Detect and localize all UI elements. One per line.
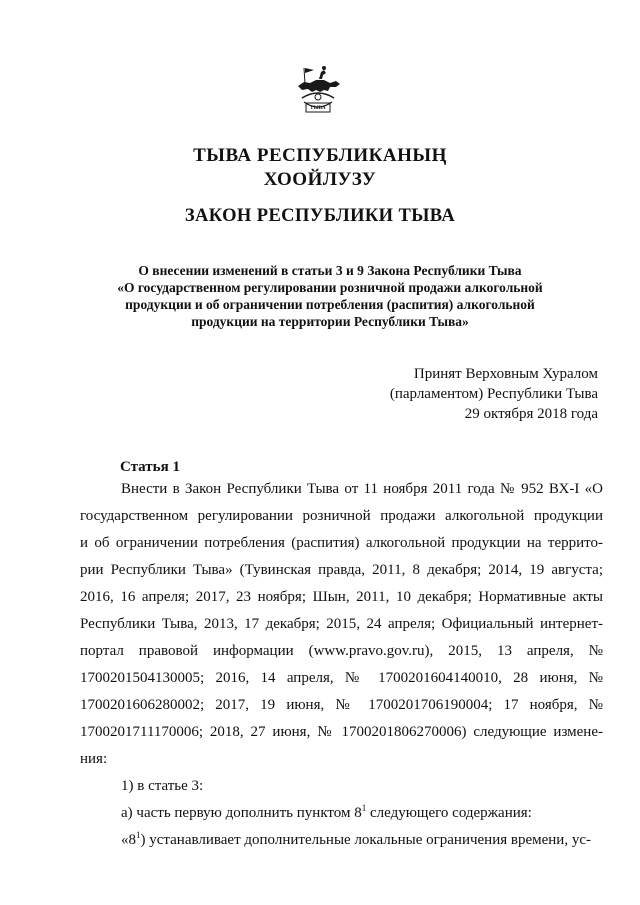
paragraph-line: и об ограничении потребления (распития) алкогольной продукции на террито- xyxy=(80,535,603,551)
quote-text-end: ) устанавливает дополнительные локальные ограничения времени, ус- xyxy=(140,832,591,848)
paragraph-line: ния: xyxy=(80,751,108,767)
article-body xyxy=(80,476,603,854)
item-1: 1) в статье 3: xyxy=(121,778,204,794)
tuva-coat-of-arms-icon xyxy=(290,60,346,122)
paragraph-line: Республики Тыва, 2013, 17 декабря; 2015, 24 апреля; Официальный интернет- xyxy=(80,616,603,632)
coat-of-arms xyxy=(290,60,346,122)
quote-text: «8 xyxy=(121,832,136,848)
quote-superscript: 1 xyxy=(136,830,141,840)
paragraph-line: 2016, 16 апреля; 2017, 23 ноября; Шын, 2011, 10 декабря; Нормативные акты xyxy=(80,589,603,605)
law-subtitle xyxy=(80,262,580,330)
item-a-superscript: 1 xyxy=(361,803,367,813)
emblem-ribbon-text: ТЫВА xyxy=(310,106,326,111)
paragraph-line: 1700201711170006; 2018, 27 июня, № 1700201806270006) следующие измене- xyxy=(80,724,603,740)
item-a-text: а) часть первую дополнить пунктом 8 xyxy=(121,805,362,821)
subtitle-line: О внесении изменений в статьи 3 и 9 Закона Республики Тыва xyxy=(138,263,522,278)
law-title-tuvan-line1: ТЫВА РЕСПУБЛИКАНЫҢ xyxy=(193,145,447,166)
adoption-line: (парламентом) Республики Тыва xyxy=(389,386,598,402)
paragraph-line: Внести в Закон Республики Тыва от 11 ноября 2011 года № 952 ВХ-I «О xyxy=(121,481,603,497)
item-a xyxy=(80,800,603,827)
law-title-tuvan-line2: ХООЙЛУЗУ xyxy=(263,169,377,190)
paragraph-line: рии Республики Тыва» (Тувинская правда, 2011, 8 декабря; 2014, 19 августа; xyxy=(80,562,603,578)
paragraph-line: 1700201504130005; 2016, 14 апреля, № 1700201604140010, 28 июня, № xyxy=(80,670,603,686)
adoption-date: 29 октября 2018 года xyxy=(464,406,598,422)
subtitle-line: «О государственном регулировании розничной продажи алкогольной xyxy=(117,280,543,295)
subtitle-line: продукции на территории Республики Тыва» xyxy=(191,314,469,329)
adoption-line: Принят Верховным Хуралом xyxy=(413,366,598,382)
quote-line xyxy=(80,827,603,854)
item-a-text-end: следующего содержания: xyxy=(366,805,532,821)
paragraph-line: портал правовой информации (www.pravo.gov.ru), 2015, 13 апреля, № xyxy=(80,643,603,659)
law-title-tuvan xyxy=(0,144,640,192)
paragraph-line: 1700201606280002; 2017, 19 июня, № 1700201706190004; 17 ноября, № xyxy=(80,697,603,713)
paragraph-line: государственном регулировании розничной продажи алкогольной продукции xyxy=(80,508,603,524)
adoption-block xyxy=(390,364,598,424)
subtitle-line: продукции и об ограничении потребления (распития) алкогольной xyxy=(125,297,535,312)
law-title-russian: ЗАКОН РЕСПУБЛИКИ ТЫВА xyxy=(184,206,456,226)
article-heading: Статья 1 xyxy=(120,459,180,475)
